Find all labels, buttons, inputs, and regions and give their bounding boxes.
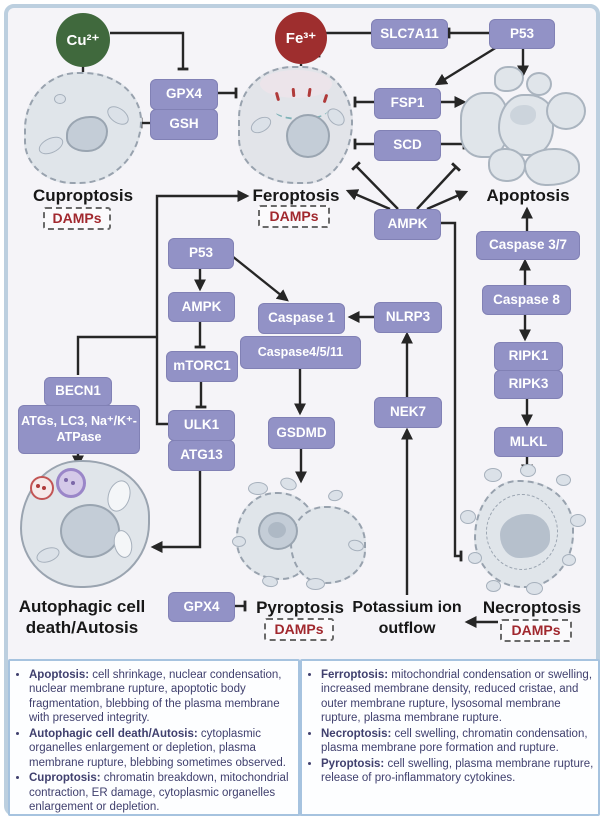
nucleolus: [268, 522, 286, 538]
membrane-tint: [260, 70, 332, 98]
vesicle: [556, 474, 571, 486]
nucleus-fragment: [510, 105, 536, 125]
label-autophagic-line2: death/Autosis: [25, 618, 139, 637]
label-feroptosis: Feroptosis: [252, 186, 340, 205]
node-becn1: BECN1: [44, 377, 112, 406]
node-ampk-top: AMPK: [374, 209, 441, 240]
vesicle: [526, 582, 543, 595]
damps-badge-pyroptosis: DAMPs: [264, 618, 334, 641]
damps-badge-cuproptosis: DAMPs: [43, 207, 111, 230]
label-autophagic-line1: Autophagic cell: [18, 597, 146, 616]
node-ulk1: ULK1: [168, 410, 235, 441]
node-gpx4-bottom: GPX4: [168, 592, 235, 622]
necroptosis-cell-illustration: [458, 466, 588, 602]
legend-item-necroptosis: [321, 727, 594, 756]
legend-item-pyroptosis: [321, 757, 594, 786]
label-apoptosis: Apoptosis: [486, 186, 570, 205]
organelle: [54, 94, 66, 104]
cargo-dot: [71, 481, 75, 485]
legend-term: Cuproptosis:: [29, 772, 101, 785]
legend-term: Ferroptosis:: [321, 669, 389, 681]
autophagic-cell-illustration: [16, 452, 154, 594]
node-gsh: GSH: [150, 109, 218, 140]
feroptosis-cell-illustration: [238, 66, 353, 184]
legend-desc: cytoplasmic organelles enlargement or depletion, plasma membrane rupture, blebbing sometimes observed.: [29, 727, 286, 769]
apoptotic-body: [494, 66, 524, 92]
nucleus: [60, 504, 120, 558]
label-potassium-line2: outflow: [378, 620, 436, 637]
legend-desc: cell swelling, plasma membrane rupture, release of pro-inflammatory cytokines.: [321, 757, 594, 785]
node-caspase1: Caspase 1: [258, 303, 345, 334]
vesicle: [486, 580, 501, 592]
apoptotic-body: [546, 92, 586, 130]
legend-panel-right: [300, 659, 600, 816]
legend-desc: cell swelling, chromatin condensation, plasma membrane pore formation and rupture.: [321, 727, 588, 755]
legend-item-cuproptosis: [29, 771, 294, 814]
node-ampk-mid: AMPK: [168, 292, 235, 322]
label-cuproptosis: Cuproptosis: [32, 186, 134, 205]
label-pyroptosis: Pyroptosis: [256, 598, 344, 617]
vesicle: [468, 552, 482, 564]
node-nlrp3: NLRP3: [374, 302, 442, 333]
node-caspase37: Caspase 3/7: [476, 231, 580, 260]
node-ripk1: RIPK1: [494, 342, 563, 371]
legend-item-autophagic: [29, 727, 294, 770]
legend-term: Necroptosis:: [321, 727, 392, 740]
node-mlkl: MLKL: [494, 427, 563, 457]
nucleus: [258, 512, 298, 550]
apoptosis-cell-illustration: [458, 64, 586, 188]
label-potassium-ion-outflow: [350, 597, 464, 639]
vesicle: [248, 482, 268, 495]
legend-desc: cell shrinkage, nuclear condensation, nuclear membrane rupture, apoptotic body fragmentation, blebbing of the plasma membrane with preserved integrity.: [29, 669, 282, 725]
legend-desc: chromatin breakdown, mitochondrial contraction, ER damage, cytoplasmic organelles enlargement or depletion.: [29, 772, 289, 814]
cargo-dot: [64, 478, 68, 482]
damps-badge-necroptosis: DAMPs: [500, 619, 572, 642]
apoptotic-body: [526, 72, 552, 96]
cu-ion-badge: Cu²⁺: [56, 13, 110, 67]
vesicle: [232, 536, 246, 547]
legend-term: Apoptosis:: [29, 669, 90, 681]
node-nek7: NEK7: [374, 397, 442, 428]
label-necroptosis: Necroptosis: [482, 598, 582, 617]
apoptotic-body: [488, 148, 526, 182]
autolysosome: [30, 476, 54, 500]
node-atgs-lc3-atpase: ATGs, LC3, Na⁺/K⁺-ATPase: [18, 405, 140, 454]
nucleus: [500, 514, 550, 558]
cargo-dot: [42, 486, 46, 490]
legend-desc: mitochondrial condensation or swelling, increased membrane density, reduced cristae, and outer membrane rupture, lysosomal membrane rupture, plasma membrane rupture.: [321, 669, 593, 725]
vesicle: [570, 514, 586, 527]
node-p53-top: P53: [489, 19, 555, 49]
legend-list-left: [12, 668, 294, 815]
label-autophagic-cell-death: [6, 596, 158, 638]
node-mtorc1: mTORC1: [166, 351, 238, 382]
cargo-dot: [36, 484, 40, 488]
pyroptosis-cell-illustration: [232, 484, 366, 594]
node-atg13: ATG13: [168, 440, 235, 471]
vesicle: [327, 488, 344, 503]
legend-list-right: [304, 668, 594, 786]
legend-item-apoptosis: [29, 668, 294, 726]
vesicle: [460, 510, 476, 524]
fe-ion-badge: Fe³⁺: [275, 12, 327, 64]
apoptotic-body: [524, 148, 580, 186]
node-p53-mid: P53: [168, 238, 234, 269]
nucleus: [286, 114, 330, 158]
node-fsp1: FSP1: [374, 88, 441, 119]
label-potassium-line1: Potassium ion: [352, 599, 462, 616]
node-caspase4-5-11: Caspase4/5/11: [240, 336, 361, 369]
vesicle: [484, 468, 502, 482]
node-caspase8: Caspase 8: [482, 285, 571, 315]
apoptotic-body: [498, 94, 554, 156]
legend-item-ferroptosis: [321, 668, 594, 726]
damps-badge-feroptosis: DAMPs: [258, 205, 330, 228]
node-scd: SCD: [374, 130, 441, 161]
legend-term: Autophagic cell death/Autosis:: [29, 727, 198, 740]
legend-panel-left: [8, 659, 300, 816]
legend-term: Pyroptosis:: [321, 757, 385, 770]
autophagosome: [56, 468, 86, 498]
node-ripk3: RIPK3: [494, 370, 563, 399]
cuproptosis-cell-illustration: [24, 72, 142, 184]
node-slc7a11: SLC7A11: [371, 19, 448, 49]
node-gpx4-top: GPX4: [150, 79, 218, 110]
vesicle: [520, 464, 536, 477]
vesicle: [306, 578, 325, 590]
vesicle: [562, 554, 576, 566]
node-gsdmd: GSDMD: [268, 417, 335, 449]
